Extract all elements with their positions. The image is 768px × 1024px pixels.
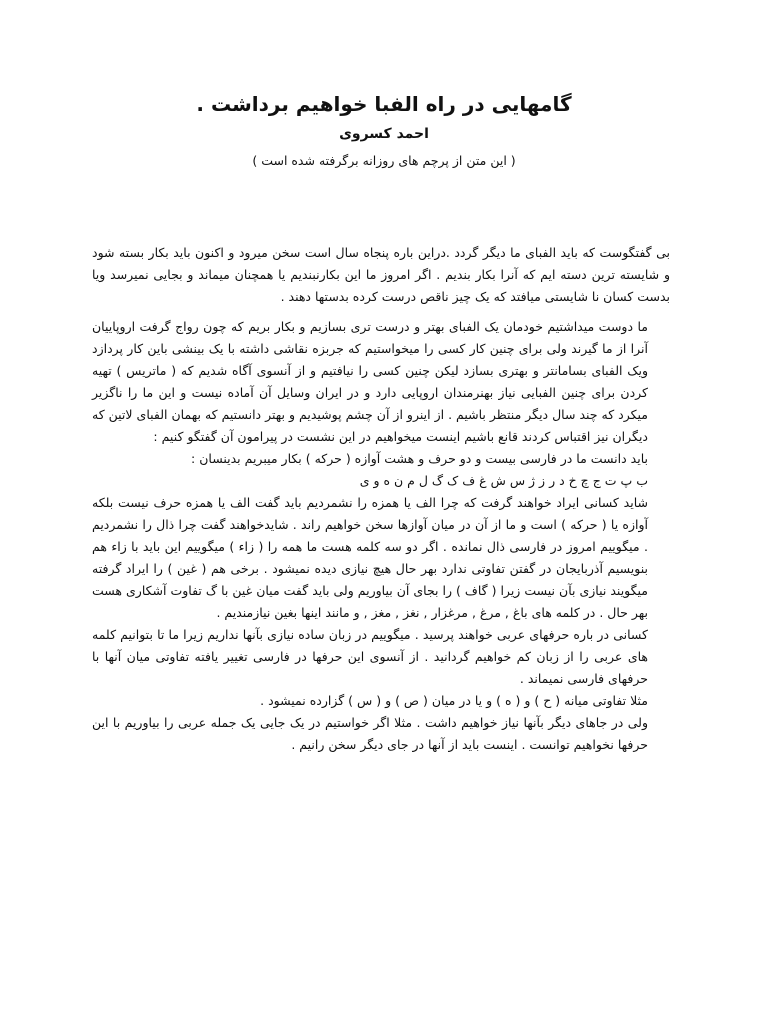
paragraph-4: شاید کسانی ایراد خواهند گرفت که چرا الف یا همزه را نشمردیم باید گفت الف یا همزه حرف نیست بلکه آوازه یا ( حرکه ) است و ما از آن در میان آوازها سخن خواهیم راند . شایدخواهند گفت چرا ذال را نشمردیم . میگوییم امروز در فارسی ذال نمانده . اگر دو سه کلمه هست ما همه را ( زاء ) میگوییم این باید با زاء هم بنویسیم آذربایجان در گفتن تفاوتی ندارد بهر حال هیچ نیازی دیده نمیشود . برخی هم ( غین ) را ایراد گرفته میگویند نیازی بآن نیست زیرا ( گاف ) را بجای آن بیاوریم ولی باید گفت میان غین با گ تفاوت آشکاری هست بهر حال . در کلمه های باغ , مرغ , مرغزار , نغز , مغز , و مانند اینها بغین نیازمندیم . bbox=[92, 495, 648, 620]
document-title: گامهایی در راه الفبا خواهیم برداشت . bbox=[196, 92, 572, 116]
paragraph-7: ولی در جاهای دیگر بآنها نیاز خواهیم داشت . مثلا اگر خواستیم در یک جایی یک جمله عربی را بیاوریم با این حرفها نخواهیم توانست . اینست باید از آنها در جای دیگر سخن رانیم . bbox=[92, 715, 648, 752]
article-body bbox=[92, 242, 670, 756]
paragraph-6: مثلا تفاوتی میانه ( ح ) و ( ه ) و یا در میان ( ص ) و ( س ) گزارده نمیشود . bbox=[260, 693, 648, 708]
paragraph-1: بی گفتگوست که باید الفبای ما دیگر گردد .دراین باره پنجاه سال است سخن میرود و اکنون باید بکار بسته شود و شایسته ترین دسته ایم که آنرا بکار بندیم . اگر امروز ما این بکارنبندیم یا همچنان میماند و بجایی نمیرسد ویا بدست کسان نا شایستی میافتد که یک چیز ناقص درست کرده بدستها دهند . bbox=[92, 245, 670, 304]
author-name: احمد کسروی bbox=[339, 126, 429, 142]
alphabet-line: ب پ ت ج چ خ د ر ز ژ س ش غ ف ک گ ل م ن ه و ی bbox=[359, 473, 648, 488]
paragraph-2: ما دوست میداشتیم خودمان یک الفبای بهتر و درست تری بسازیم و بکار بریم که چون رواج گرفت اروپاییان آنرا از ما گیرند ولی برای چنین کار کسی را میخواستیم که جربزه نقاشی داشته با یک بینشی باین کار پردازد ویک الفبای بسامانتر و بهتری بسازد لیکن چنین کسی را نیافتیم و از آنسوی آگاه شدیم که ( ماتریس ) تهیه کردن برای چنین الفبایی نیاز بهنرمندان اروپایی دارد و در ایران وسایل آن آماده نیست و این ما را ناگزیر میکرد که چند سال دیگر منتظر باشیم . از اینرو از آن چشم پوشیدیم و بهتر دانستیم که بهمان الفبای لاتین که دیگران نیز اقتباس کردند قانع باشیم اینست میخواهیم در این نشست در پیرامون آن گفتگو کنیم : bbox=[92, 319, 648, 444]
paragraph-5: کسانی در باره حرفهای عربی خواهند پرسید . میگوییم در زبان ساده نیازی بآنها نداریم زیرا ما تا بتوانیم کلمه های عربی را از زبان کم خواهیم گردانید . از آنسوی این حرفها در فارسی تغییر یافته تفاوتی میان آنها با حرفهای فارسی نمیماند . bbox=[92, 627, 648, 686]
paragraph-3: باید دانست ما در فارسی بیست و دو حرف و هشت آوازه ( حرکه ) بکار میبریم بدینسان : bbox=[191, 451, 648, 466]
source-note: ( این متن از پرچم های روزانه برگرفته شده است ) bbox=[252, 153, 516, 168]
